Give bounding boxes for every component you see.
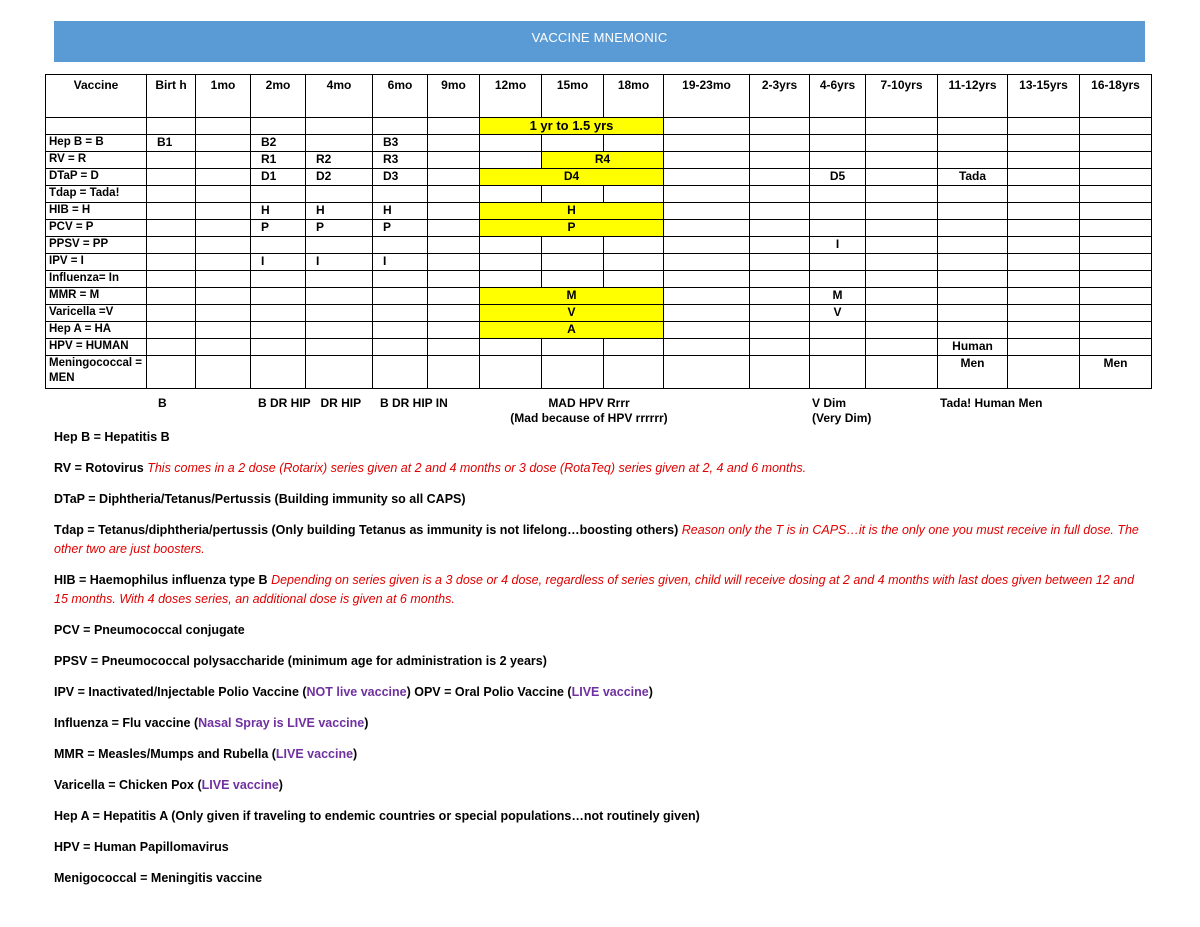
col-header: Vaccine bbox=[46, 75, 147, 118]
dose-cell-highlight: D4 bbox=[480, 169, 664, 186]
range-row bbox=[46, 118, 1152, 135]
note-hepb: Hep B = Hepatitis B bbox=[54, 430, 170, 444]
note-meningococcal: Menigococcal = Meningitis vaccine bbox=[54, 871, 263, 885]
dose-cell: V bbox=[810, 305, 866, 322]
note-ipv: IPV = Inactivated/Injectable Polio Vaccine (NOT live vaccine) OPV = Oral Polio Vaccine (LIVE vaccine) bbox=[54, 685, 653, 699]
dose-cell: B3 bbox=[373, 135, 428, 152]
mnemonic-footer-6mo: B DR HIP IN bbox=[380, 396, 448, 410]
dose-cell: R1 bbox=[251, 152, 306, 169]
mnemonic-footer-11-18yrs: Tada! Human Men bbox=[940, 396, 1043, 410]
vaccine-name: DTaP = D bbox=[46, 169, 147, 186]
note-pcv: PCV = Pneumococcal conjugate bbox=[54, 623, 245, 637]
col-header: 2-3yrs bbox=[750, 75, 810, 118]
note-tdap-detail: Reason only the T is in CAPS…it is the only one you must receive in full dose. The other two are just boosters. bbox=[54, 523, 1139, 556]
note-hpv: HPV = Human Papillomavirus bbox=[54, 840, 229, 854]
table-row bbox=[46, 220, 1152, 237]
live-flag: NOT live vaccine bbox=[306, 685, 407, 699]
dose-cell: H bbox=[251, 203, 306, 220]
col-header: 6mo bbox=[373, 75, 428, 118]
mnemonic-footer-mad-explain: (Mad because of HPV rrrrrr) bbox=[510, 411, 668, 425]
col-header: 4mo bbox=[306, 75, 373, 118]
vaccine-name: PCV = P bbox=[46, 220, 147, 237]
dose-cell-highlight: A bbox=[480, 322, 664, 339]
dose-cell-highlight: R4 bbox=[542, 152, 664, 169]
table-header-row bbox=[46, 75, 1152, 118]
col-header: 1mo bbox=[196, 75, 251, 118]
note-ppsv: PPSV = Pneumococcal polysaccharide (minimum age for administration is 2 years) bbox=[54, 654, 547, 668]
table-row bbox=[46, 339, 1152, 356]
col-header: 9mo bbox=[428, 75, 480, 118]
dose-cell: Tada bbox=[938, 169, 1008, 186]
table-row bbox=[46, 288, 1152, 305]
dose-cell: P bbox=[306, 220, 373, 237]
col-header: Birt h bbox=[147, 75, 196, 118]
note-varicella: Varicella = Chicken Pox (LIVE vaccine) bbox=[54, 778, 283, 792]
dose-cell-highlight: P bbox=[480, 220, 664, 237]
note-dtap: DTaP = Diphtheria/Tetanus/Pertussis (Building immunity so all CAPS) bbox=[54, 492, 466, 506]
col-header: 12mo bbox=[480, 75, 542, 118]
table-row bbox=[46, 356, 1152, 389]
dose-cell-highlight: V bbox=[480, 305, 664, 322]
dose-cell: D2 bbox=[306, 169, 373, 186]
dose-cell: H bbox=[373, 203, 428, 220]
dose-cell: B2 bbox=[251, 135, 306, 152]
dose-cell: I bbox=[373, 254, 428, 271]
range-label: 1 yr to 1.5 yrs bbox=[480, 118, 664, 135]
dose-cell: B1 bbox=[147, 135, 196, 152]
col-header: 19-23mo bbox=[664, 75, 750, 118]
title-banner bbox=[54, 21, 1145, 62]
note-tdap: Tdap = Tetanus/diphtheria/pertussis (Only building Tetanus as immunity is not lifelong…boosting others) Reason only the T is in CAPS…it is the only one you must receive in full dose. The other two are just boosters. bbox=[54, 523, 1139, 556]
vaccine-schedule-table bbox=[45, 74, 1152, 389]
mnemonic-footer-vdim: V Dim bbox=[812, 396, 847, 410]
col-header: 18mo bbox=[604, 75, 664, 118]
table-row bbox=[46, 254, 1152, 271]
col-header: 7-10yrs bbox=[866, 75, 938, 118]
dose-cell: D3 bbox=[373, 169, 428, 186]
dose-cell: M bbox=[810, 288, 866, 305]
table-row bbox=[46, 237, 1152, 254]
dose-cell: Human bbox=[938, 339, 1008, 356]
page-title: VACCINE MNEMONIC bbox=[531, 30, 668, 45]
mnemonic-footer-2-4mo: B DR HIP DR HIP bbox=[258, 396, 362, 410]
col-header: 2mo bbox=[251, 75, 306, 118]
col-header: 13-15yrs bbox=[1008, 75, 1080, 118]
vaccine-name: PPSV = PP bbox=[46, 237, 147, 254]
vaccine-name: Meningococcal = MEN bbox=[46, 356, 147, 389]
live-flag: LIVE vaccine bbox=[571, 685, 649, 699]
table-row bbox=[46, 203, 1152, 220]
dose-cell: P bbox=[251, 220, 306, 237]
table-row bbox=[46, 135, 1152, 152]
note-hib-detail: Depending on series given is a 3 dose or 4 dose, regardless of series given, child will receive dosing at 2 and 4 months with last does given between 12 and 15 months. With 4 doses series, an additional dose is given at 6 months. bbox=[54, 573, 1135, 606]
vaccine-name: Varicella =V bbox=[46, 305, 147, 322]
vaccine-name: RV = R bbox=[46, 152, 147, 169]
definitions-list bbox=[54, 428, 1144, 888]
dose-cell: R3 bbox=[373, 152, 428, 169]
dose-cell: I bbox=[306, 254, 373, 271]
dose-cell: D1 bbox=[251, 169, 306, 186]
table-row bbox=[46, 186, 1152, 203]
vaccine-name: MMR = M bbox=[46, 288, 147, 305]
mnemonic-footer-vdim-explain: (Very Dim) bbox=[812, 411, 872, 425]
vaccine-name: Influenza= In bbox=[46, 271, 147, 288]
col-header: 11-12yrs bbox=[938, 75, 1008, 118]
dose-cell: Men bbox=[1080, 356, 1152, 389]
dose-cell: I bbox=[810, 237, 866, 254]
note-mmr: MMR = Measles/Mumps and Rubella (LIVE vaccine) bbox=[54, 747, 358, 761]
col-header: 4-6yrs bbox=[810, 75, 866, 118]
vaccine-name: IPV = I bbox=[46, 254, 147, 271]
live-flag: Nasal Spray is LIVE vaccine bbox=[198, 716, 365, 730]
col-header: 15mo bbox=[542, 75, 604, 118]
table-row bbox=[46, 271, 1152, 288]
dose-cell: H bbox=[306, 203, 373, 220]
vaccine-name: Hep A = HA bbox=[46, 322, 147, 339]
col-header: 16-18yrs bbox=[1080, 75, 1152, 118]
dose-cell: D5 bbox=[810, 169, 866, 186]
dose-cell: Men bbox=[938, 356, 1008, 389]
table-row bbox=[46, 305, 1152, 322]
dose-cell-highlight: H bbox=[480, 203, 664, 220]
dose-cell: P bbox=[373, 220, 428, 237]
live-flag: LIVE vaccine bbox=[275, 747, 354, 761]
mnemonic-footer-12-18mo bbox=[504, 396, 674, 426]
note-hib: HIB = Haemophilus influenza type B Depending on series given is a 3 dose or 4 dose, regardless of series given, child will receive dosing at 2 and 4 months with last does given between 12 and 15 months. With 4 doses series, an additional dose is given at 6 months. bbox=[54, 573, 1135, 606]
note-rv: RV = Rotovirus This comes in a 2 dose (Rotarix) series given at 2 and 4 months or 3 dose (RotaTeq) series given at 2, 4 and 6 months. bbox=[54, 461, 807, 475]
note-influenza: Influenza = Flu vaccine (Nasal Spray is LIVE vaccine) bbox=[54, 716, 369, 730]
vaccine-name: Hep B = B bbox=[46, 135, 147, 152]
mnemonic-footer-birth: B bbox=[158, 396, 167, 410]
live-flag: LIVE vaccine bbox=[201, 778, 279, 792]
table-row bbox=[46, 169, 1152, 186]
dose-cell-highlight: M bbox=[480, 288, 664, 305]
note-rv-detail: This comes in a 2 dose (Rotarix) series given at 2 and 4 months or 3 dose (RotaTeq) series given at 2, 4 and 6 months. bbox=[147, 461, 807, 475]
mnemonic-footer-4-6yrs bbox=[812, 396, 871, 426]
note-hepa: Hep A = Hepatitis A (Only given if traveling to endemic countries or special populations…not routinely given) bbox=[54, 809, 700, 823]
dose-cell: I bbox=[251, 254, 306, 271]
vaccine-name: Tdap = Tada! bbox=[46, 186, 147, 203]
mnemonic-footer-mad: MAD HPV Rrrr bbox=[548, 396, 630, 410]
dose-cell: R2 bbox=[306, 152, 373, 169]
vaccine-name: HPV = HUMAN bbox=[46, 339, 147, 356]
table-row bbox=[46, 152, 1152, 169]
vaccine-name: HIB = H bbox=[46, 203, 147, 220]
table-row bbox=[46, 322, 1152, 339]
